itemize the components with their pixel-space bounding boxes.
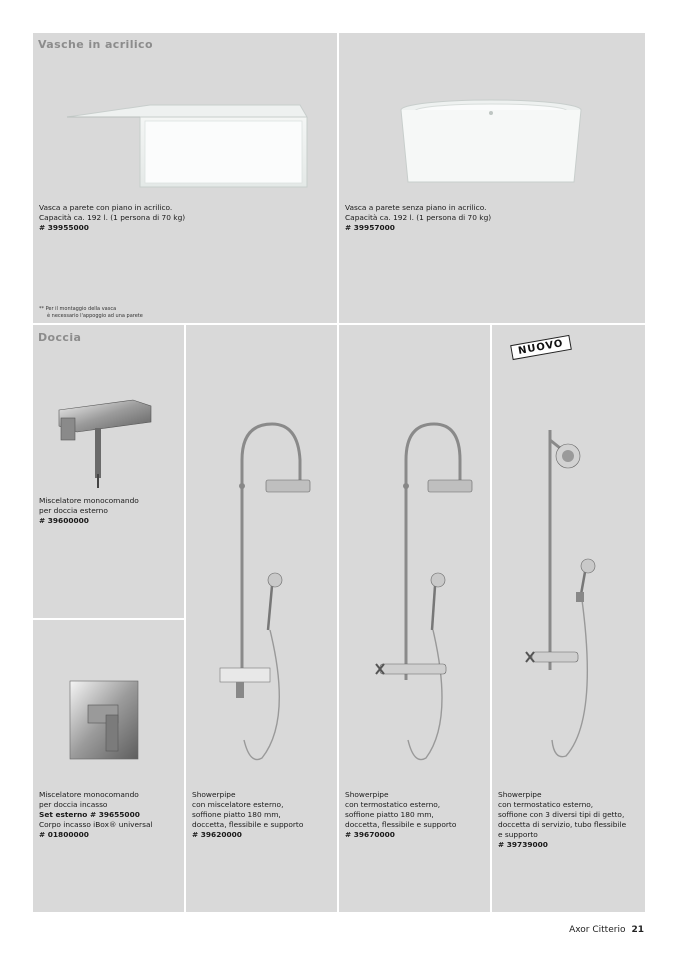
mixer-conc-line-2: per doccia incasso <box>39 800 108 809</box>
mixer-conc-description <box>39 790 153 840</box>
bath-1-line-2: Capacità ca. 192 l. (1 persona di 70 kg) <box>39 213 186 222</box>
showerpipe-1-line-2: con miscelatore esterno, <box>192 800 284 809</box>
bath-footnote-line-2: è necessario l'appoggio ad una parete <box>47 312 143 319</box>
concealed-mixer-image <box>70 681 140 761</box>
bath-2-line-1: Vasca a parete senza piano in acrilico. <box>345 203 487 212</box>
showerpipe-2-line-4: doccetta, flessibile e supporto <box>345 820 457 829</box>
mixer-ext-description <box>39 496 139 526</box>
mixer-ext-code: # 39600000 <box>39 516 89 525</box>
showerpipe-3-line-4: doccetta di servizio, tubo flessibile <box>498 820 627 829</box>
showerpipe-1-line-4: doccetta, flessibile e supporto <box>192 820 304 829</box>
bath-1-code: # 39955000 <box>39 223 89 232</box>
bath-footnote <box>39 306 143 319</box>
bath-2-description <box>345 203 491 233</box>
showerpipe-3-line-1: Showerpipe <box>498 790 542 799</box>
page-number: 21 <box>631 925 644 935</box>
bath-2-code: # 39957000 <box>345 223 395 232</box>
showerpipe-2-image <box>370 420 475 770</box>
section-title-bathtubs: Vasche in acrilico <box>38 38 153 51</box>
mixer-conc-code: # 01800000 <box>39 830 89 839</box>
showerpipe-2-line-1: Showerpipe <box>345 790 389 799</box>
mixer-ext-line-1: Miscelatore monocomando <box>39 496 139 505</box>
bath-1-line-1: Vasca a parete con piano in acrilico. <box>39 203 173 212</box>
new-badge: NUOVO <box>510 335 571 360</box>
mixer-ext-line-2: per doccia esterno <box>39 506 108 515</box>
showerpipe-3-line-3: soffione con 3 diversi tipi di getto, <box>498 810 625 819</box>
showerpipe-3-description <box>498 790 626 850</box>
showerpipe-2-description <box>345 790 456 840</box>
mixer-conc-line-3: Set esterno # 39655000 <box>39 810 140 819</box>
bath-1-description <box>39 203 185 233</box>
page-footer <box>569 925 644 935</box>
showerpipe-2-code: # 39670000 <box>345 830 395 839</box>
section-title-shower: Doccia <box>38 331 82 344</box>
external-mixer-image <box>55 398 160 488</box>
showerpipe-3-line-2: con termostatico esterno, <box>498 800 594 809</box>
showerpipe-3-image <box>520 420 615 770</box>
showerpipe-1-code: # 39620000 <box>192 830 242 839</box>
showerpipe-1-line-3: soffione piatto 180 mm, <box>192 810 281 819</box>
showerpipe-3-line-5: e supporto <box>498 830 538 839</box>
showerpipe-2-line-2: con termostatico esterno, <box>345 800 441 809</box>
panel-mixer-conc <box>33 620 184 912</box>
showerpipe-2-line-3: soffione piatto 180 mm, <box>345 810 434 819</box>
showerpipe-1-image <box>212 420 317 770</box>
mixer-conc-line-1: Miscelatore monocomando <box>39 790 139 799</box>
bath-footnote-line-1: ** Per il montaggio della vasca <box>39 306 117 312</box>
mixer-conc-line-4: Corpo incasso iBox® universal <box>39 820 153 829</box>
showerpipe-1-line-1: Showerpipe <box>192 790 236 799</box>
footer-brand: Axor Citterio <box>569 925 626 935</box>
showerpipe-3-code: # 39739000 <box>498 840 548 849</box>
bathtub-with-shelf-image <box>55 95 315 195</box>
showerpipe-1-description <box>192 790 303 840</box>
bath-2-line-2: Capacità ca. 192 l. (1 persona di 70 kg) <box>345 213 492 222</box>
bathtub-without-shelf-image <box>398 98 588 190</box>
